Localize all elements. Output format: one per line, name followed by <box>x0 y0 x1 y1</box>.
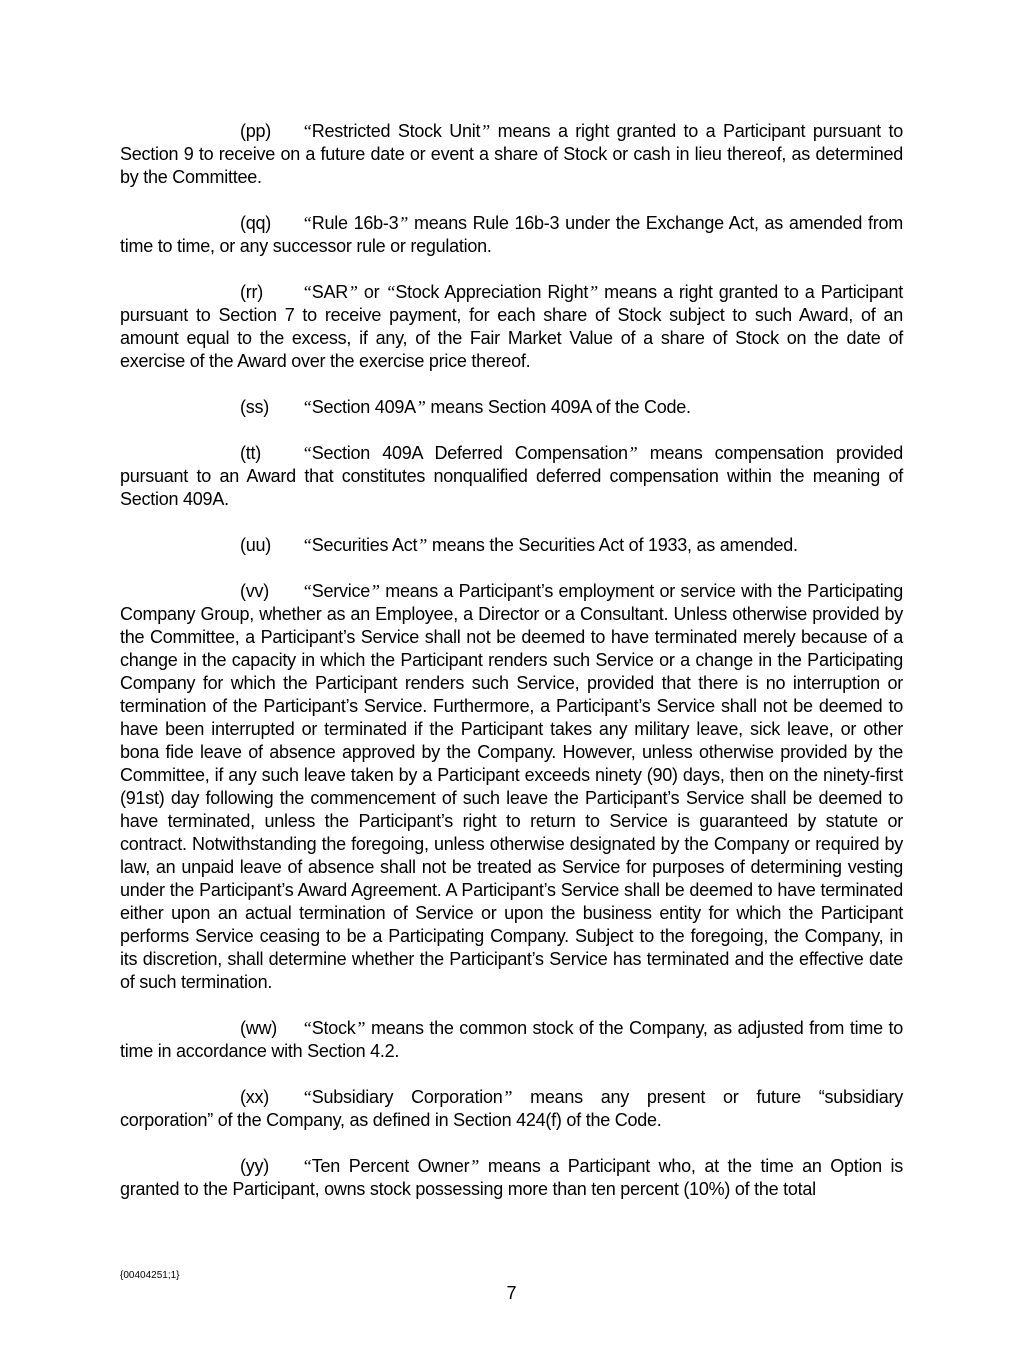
definition-label: (pp) <box>240 121 272 141</box>
definition-tt: (tt) “Section 409A Deferred Compensation” means compensation provided pursuant to an Award that constitutes nonqualified deferred compensation within the meaning of Section 409A. <box>120 443 903 509</box>
definition-label: (rr) <box>240 282 263 302</box>
defined-term: Rule 16b-3 <box>311 213 399 233</box>
defined-term: Service <box>311 581 371 601</box>
defined-term: Restricted Stock Unit <box>311 121 481 141</box>
definition-ww: (ww) “Stock” means the common stock of the Company, as adjusted from time to time in accordance with Section 4.2. <box>120 1018 903 1061</box>
definition-label: (qq) <box>240 213 272 233</box>
defined-term: Subsidiary Corporation <box>311 1087 503 1107</box>
document-id: {00404251;1} <box>120 1270 180 1281</box>
definition-text: means a right granted to a Participant pursuant to Section 7 to receive payment, for each share of Stock subject to such Award, of an amount equal to the excess, if any, of the Fair Market Value of a share of Stock on the date of exercise of the Award over the exercise price thereof. <box>120 282 903 371</box>
definition-yy: (yy) “Ten Percent Owner” means a Participant who, at the time an Option is granted to the Participant, owns stock possessing more than ten percent (10%) of the total <box>120 1156 903 1199</box>
defined-term: Stock <box>311 1018 356 1038</box>
definition-label: (vv) <box>240 581 269 601</box>
defined-term: Ten Percent Owner <box>311 1156 470 1176</box>
definition-text: means the Securities Act of 1933, as amended. <box>427 535 798 555</box>
definition-label: (xx) <box>240 1087 269 1107</box>
definition-rr: (rr) “SAR” or “Stock Appreciation Right” means a right granted to a Participant pursuant to Section 7 to receive payment, for each share of Stock subject to such Award, of an amount equal to the excess, if any, of the Fair Market Value of a share of Stock on the date of exercise of the Award over the exercise price thereof. <box>120 282 903 371</box>
defined-term-2: Stock Appreciation Right <box>395 282 589 302</box>
defined-term: Securities Act <box>311 535 418 555</box>
definition-text: means a Participant who, at the time an Option is granted to the Participant, owns stock possessing more than ten percent (10%) of the total <box>120 1156 903 1199</box>
defined-term: Section 409A <box>311 397 416 417</box>
definition-label: (yy) <box>240 1156 269 1176</box>
definition-text: means any present or future “subsidiary corporation” of the Company, as defined in Section 424(f) of the Code. <box>120 1087 904 1130</box>
definition-text: means a right granted to a Participant pursuant to Section 9 to receive on a future date or event a share of Stock or cash in lieu thereof, as determined by the Committee. <box>120 121 903 187</box>
definition-text: means a Participant’s employment or service with the Participating Company Group, whether as an Employee, a Director or a Consultant. Unless otherwise provided by the Committee, a Participant’s Service shall not be deemed to have terminated merely because of a change in the capacity in which the Participant renders such Service or a change in the Participating Company for which the Participant renders such Service, provided that there is no interruption or termination of the Participant’s Service. Furthermore, a Participant’s Service shall not be deemed to have been interrupted or terminated if the Participant takes any military leave, sick leave, or other bona fide leave of absence approved by the Company. However, unless otherwise provided by the Committee, if any such leave taken by a Participant exceeds ninety (90) days, then on the ninety-first (91st) day following the commencement of such leave the Participant’s Service shall be deemed to have terminated, unless the Participant’s right to return to Service is guaranteed by statute or contract. Notwithstanding the foregoing, unless otherwise designated by the Company or required by law, an unpaid leave of absence shall not be treated as Service for purposes of determining vesting under the Participant’s Award Agreement. A Participant’s Service shall be deemed to have terminated either upon an actual termination of Service or upon the business entity for which the Participant performs Service ceasing to be a Participating Company. Subject to the foregoing, the Company, in its discretion, shall determine whether the Participant’s Service has terminated and the effective date of such termination. <box>120 581 903 992</box>
definition-text: means the common stock of the Company, as adjusted from time to time in accordance with Section 4.2. <box>120 1018 903 1061</box>
definition-label: (ss) <box>240 397 269 417</box>
definition-uu: (uu) “Securities Act” means the Securities Act of 1933, as amended. <box>240 535 798 555</box>
definition-pp: (pp) “Restricted Stock Unit” means a right granted to a Participant pursuant to Section 9 to receive on a future date or event a share of Stock or cash in lieu thereof, as determined by the Committee. <box>120 121 903 187</box>
definition-text: means Section 409A of the Code. <box>425 397 691 417</box>
definition-text: means compensation provided pursuant to an Award that constitutes nonqualified deferred compensation within the meaning of Section 409A. <box>120 443 903 509</box>
page-number: 7 <box>506 1283 517 1303</box>
definition-ss: (ss) “Section 409A” means Section 409A of the Code. <box>240 397 691 417</box>
definition-label: (uu) <box>240 535 272 555</box>
definition-label: (tt) <box>240 443 261 463</box>
document-page <box>120 120 903 1224</box>
definition-label: (ww) <box>240 1018 277 1038</box>
defined-term: Section 409A Deferred Compensation <box>311 443 628 463</box>
defined-term: SAR <box>311 282 349 302</box>
definition-qq: (qq) “Rule 16b-3” means Rule 16b-3 under the Exchange Act, as amended from time to time, or any successor rule or regulation. <box>120 213 903 256</box>
definition-vv: (vv) “Service” means a Participant’s employment or service with the Participating Company Group, whether as an Employee, a Director or a Consultant. Unless otherwise provided by the Committee, a Participant’s Service shall not be deemed to have terminated merely because of a change in the capacity in which the Participant renders such Service or a change in the Participating Company for which the Participant renders such Service, provided that there is no interruption or termination of the Participant’s Service. Furthermore, a Participant’s Service shall not be deemed to have been interrupted or terminated if the Participant takes any military leave, sick leave, or other bona fide leave of absence approved by the Company. However, unless otherwise provided by the Committee, if any such leave taken by a Participant exceeds ninety (90) days, then on the ninety-first (91st) day following the commencement of such leave the Participant’s Service shall be deemed to have terminated, unless the Participant’s right to return to Service is guaranteed by statute or contract. Notwithstanding the foregoing, unless otherwise designated by the Company or required by law, an unpaid leave of absence shall not be treated as Service for purposes of determining vesting under the Participant’s Award Agreement. A Participant’s Service shall be deemed to have terminated either upon an actual termination of Service or upon the business entity for which the Participant performs Service ceasing to be a Participating Company. Subject to the foregoing, the Company, in its discretion, shall determine whether the Participant’s Service has terminated and the effective date of such termination. <box>120 581 903 992</box>
definition-xx: (xx) “Subsidiary Corporation” means any present or future “subsidiary corporation” of the Company, as defined in Section 424(f) of the Code. <box>120 1087 904 1130</box>
definition-connector: or <box>357 282 386 302</box>
definition-text: means Rule 16b-3 under the Exchange Act, as amended from time to time, or any successor rule or regulation. <box>120 213 903 256</box>
